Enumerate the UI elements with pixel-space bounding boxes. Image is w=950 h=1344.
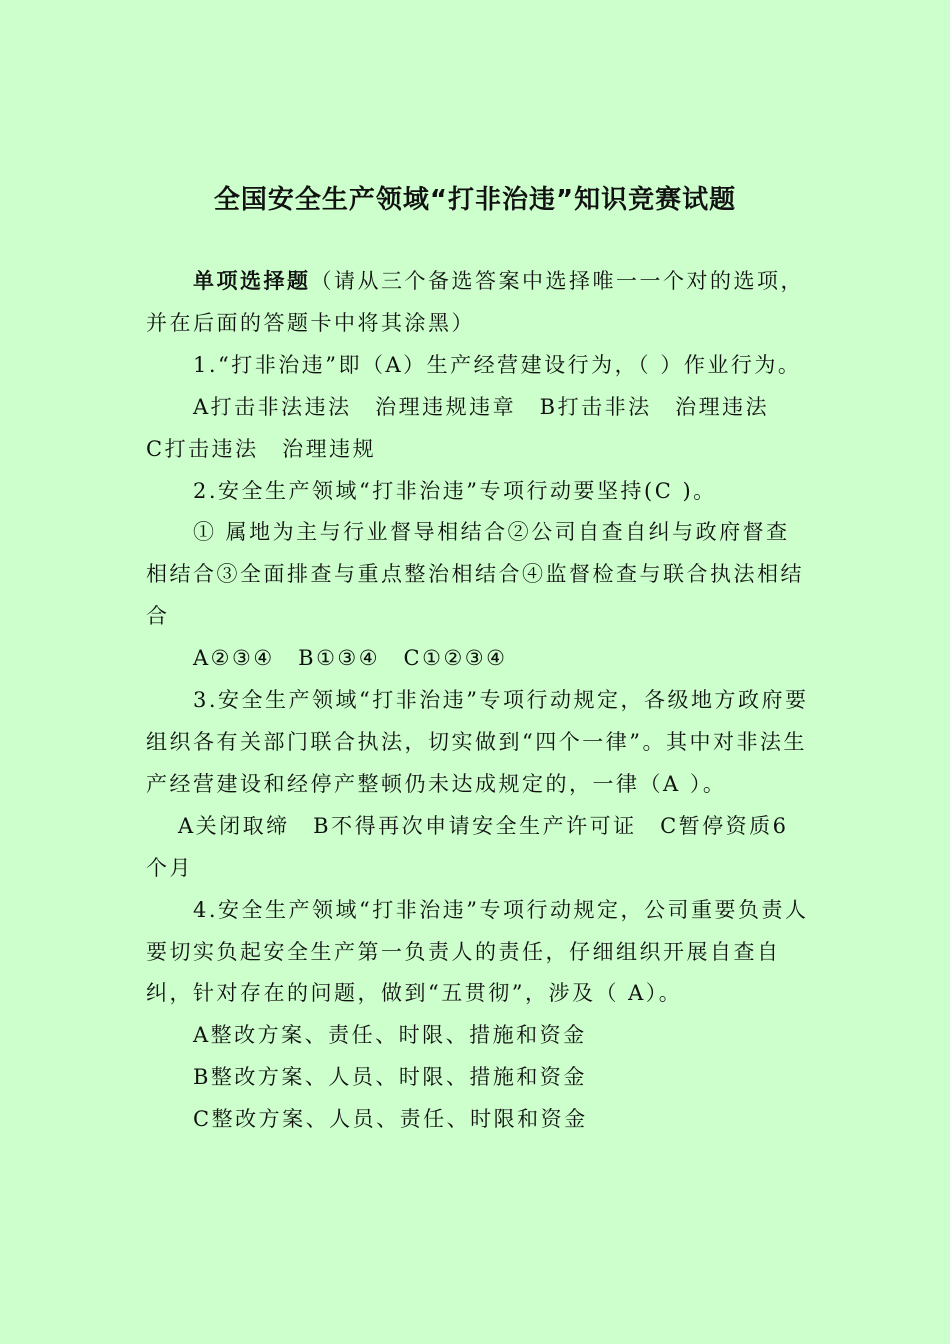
question-2-items: ① 属地为主与行业督导相结合②公司自查自纠与政府督查相结合③全面排查与重点整治相结合④监督检查与联合执法相结合	[146, 520, 804, 629]
document-title: 全国安全生产领域“打非治违”知识竞赛试题	[213, 185, 737, 215]
question-1-options-line1: A打击非法违法 治理违规违章 B打击非法 治理违法	[193, 394, 770, 419]
question-1-options-line2: C打击违法 治理违规	[146, 436, 377, 461]
section-heading: 单项选择题	[193, 269, 311, 293]
question-3-options: A关闭取缔 B不得再次申请安全生产许可证 C暂停资质6个月	[146, 813, 789, 880]
question-3-stem: 3.安全生产领域“打非治违”专项行动规定，各级地方政府要组织各有关部门联合执法，切实做到“四个一律”。其中对非法生产经营建设和经停产整顿仍未达成规定的，一律（A ）。	[146, 688, 809, 796]
question-4-option-c: C整改方案、人员、责任、时限和资金	[193, 1107, 588, 1132]
document-body	[146, 261, 810, 1141]
question-2-stem: 2.安全生产领域“打非治违”专项行动要坚持(C )。	[193, 478, 717, 503]
question-2-options: A②③④ B①③④ C①②③④	[193, 646, 508, 671]
section-intro	[146, 261, 810, 345]
section-instructions: （请从三个备选答案中选择唯一一个对的选项，并在后面的答题卡中将其涂黑）	[146, 269, 804, 335]
question-1-stem: 1.“打非治违”即（A）生产经营建设行为，（ ）作业行为。	[193, 352, 802, 377]
question-4-option-b: B整改方案、人员、时限、措施和资金	[193, 1065, 587, 1090]
question-4-option-a: A整改方案、责任、时限、措施和资金	[193, 1023, 587, 1048]
question-4-stem: 4.安全生产领域“打非治违”专项行动规定，公司重要负责人要切实负起安全生产第一负责人的责任，仔细组织开展自查自纠，针对存在的问题，做到“五贯彻”，涉及（ A）。	[146, 897, 809, 1006]
